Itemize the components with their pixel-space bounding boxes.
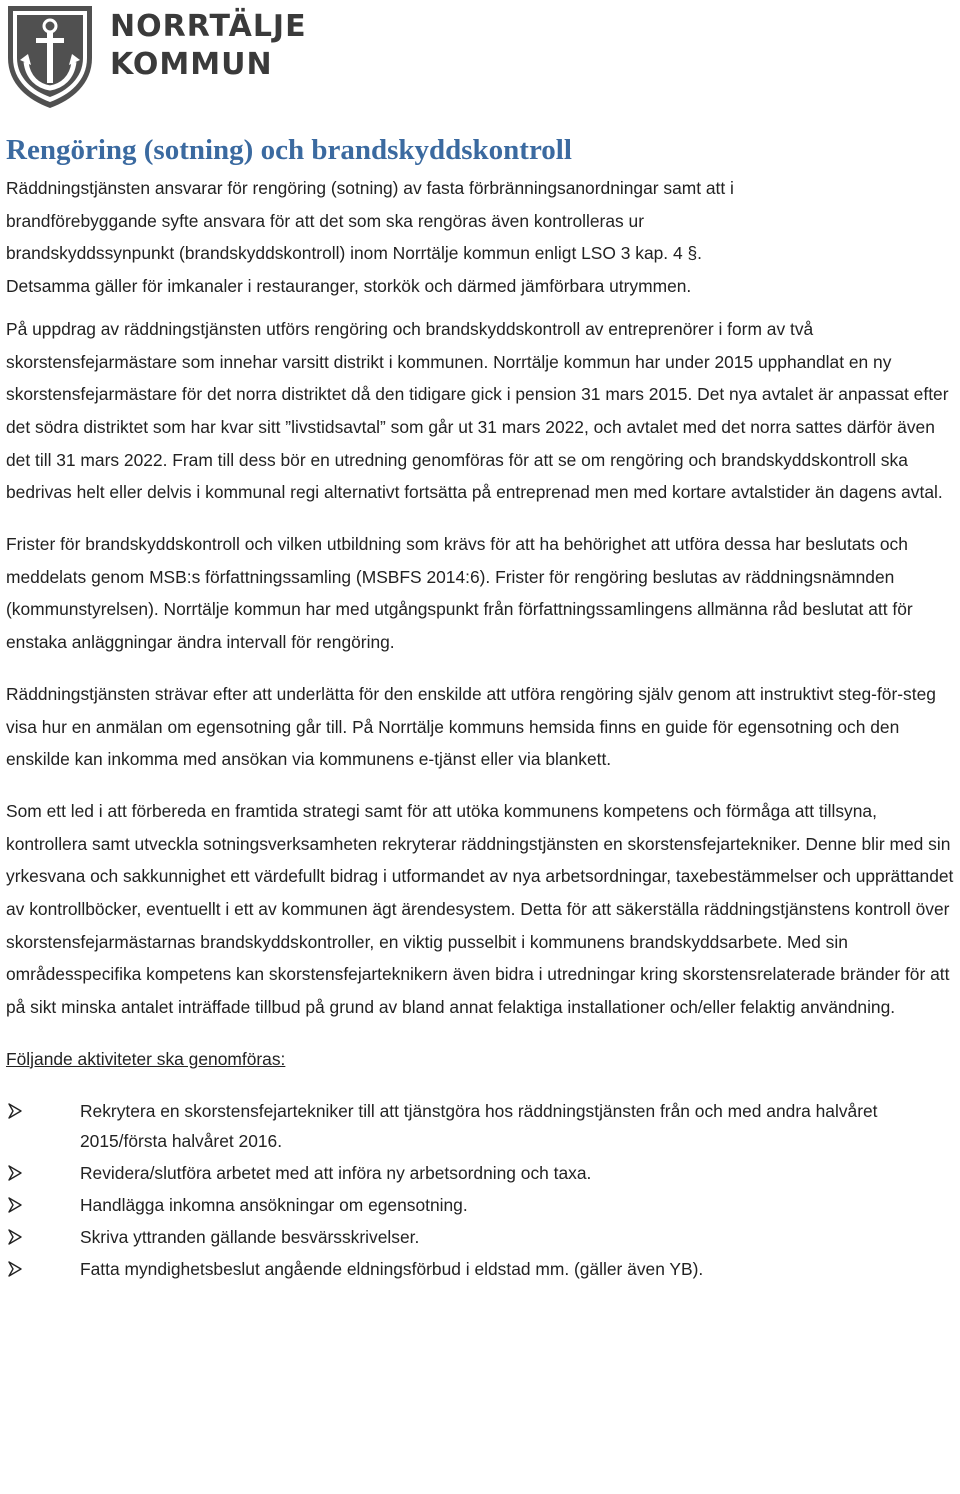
document-body <box>6 172 956 1286</box>
arrowhead-bullet-icon <box>8 1165 22 1181</box>
list-item <box>6 1190 956 1220</box>
municipality-logo <box>4 2 307 110</box>
intro-line: Räddningstjänsten ansvarar för rengöring (sotning) av fasta förbränningsanordningar samt att i <box>6 178 734 198</box>
list-item-text: Skriva yttranden gällande besvärsskrivelser. <box>80 1226 420 1247</box>
paragraph-intervals: Frister för brandskyddskontroll och vilken utbildning som krävs för att ha behörighet att utföra dessa har beslutats och meddelats genom MSB:s författningssamling (MSBFS 2014:6). Frister för rengöring beslutas av räddningsnämnden (kommunstyrelsen). Norrtälje kommun har med utgångspunkt från författningssamlingens allmänna råd beslutat att för enstaka anläggningar ändra intervall för rengöring. <box>6 534 913 653</box>
arrowhead-bullet-icon <box>8 1261 22 1277</box>
list-item-text: Fatta myndighetsbeslut angående eldningsförbud i eldstad mm. (gäller även YB). <box>80 1258 704 1279</box>
list-item-text: Handlägga inkomna ansökningar om egensotning. <box>80 1194 468 1215</box>
intro-paragraph <box>6 172 956 303</box>
list-item <box>6 1096 956 1156</box>
paragraph-self-cleaning: Räddningstjänsten strävar efter att underlätta för den enskilde att utföra rengöring själv genom att instruktivt steg-för-steg visa hur en anmälan om egensotning går till. På Norrtälje kommuns hemsida finns en guide för egensotning och den enskilde kan inkomma med ansökan via kommunens e-tjänst eller via blankett. <box>6 683 936 770</box>
activities-list <box>6 1096 956 1284</box>
logo-text-line1: NORRTÄLJE <box>110 9 307 44</box>
arrowhead-bullet-icon <box>8 1103 22 1119</box>
list-item-text: Rekrytera en skorstensfejartekniker till att tjänstgöra hos räddningstjänsten från och med andra halvåret 2015/första halvåret 2016. <box>80 1100 878 1151</box>
arrowhead-bullet-icon <box>8 1197 22 1213</box>
arrowhead-bullet-icon <box>8 1229 22 1245</box>
list-item <box>6 1158 956 1188</box>
paragraph-technician: Som ett led i att förbereda en framtida strategi samt för att utöka kommunens kompetens och förmåga att tillsyna, kontrollera samt utveckla sotningsverksamheten rekryterar räddningstjänsten en skorstensfejartekniker. Denne blir med sin yrkesvana och sakkunnighet ett värdefullt bidrag i utformandet av nya arbetsordningar, taxebestämmelser och upprättandet av kontrollböcker, eventuellt i ett av kommunen ägt ärendesystem. Detta för att säkerställa räddningstjänstens kontroll över skorstensfejarmästarnas brandskyddskontroller, en viktig pusselbit i kommunens brandskyddsarbete. Med sin områdesspecifika kompetens kan skorstensfejarteknikern även bidra i utredningar kring skorstensrelaterade bränder för att på sikt minska antalet inträffade tillbud på grund av bland annat felaktiga installationer och/eller felaktig användning. <box>6 800 954 1018</box>
intro-line: brandförebyggande syfte ansvara för att det som ska rengöras även kontrolleras ur <box>6 210 645 231</box>
list-item-text: Revidera/slutföra arbetet med att införa ny arbetsordning och taxa. <box>80 1162 592 1183</box>
logo-text-line2: KOMMUN <box>110 47 273 82</box>
list-item <box>6 1254 956 1284</box>
list-item <box>6 1222 956 1252</box>
anchor-shield-icon <box>4 2 96 110</box>
paragraph-contractors: På uppdrag av räddningstjänsten utförs rengöring och brandskyddskontroll av entreprenörer i form av två skorstensfejarmästare som innehar varsitt distrikt i kommunen. Norrtälje kommun har under 2015 upphandlat en ny skorstensfejarmästare för det norra distriktet då den tidigare gick i pension 31 mars 2015. Det nya avtalet är anpassat efter det södra distriktet som har kvar sitt ”livstidsavtal” som går ut 31 mars 2022, och avtalet med det norra sattes därför även det till 31 mars 2022. Fram till dess bör en utredning genomföras för att se om rengöring och brandskyddskontroll ska bedrivas helt eller delvis i kommunal regi alternativt fortsätta på entreprenad men med kortare avtalstider än dagens avtal. <box>6 318 949 503</box>
activities-heading: Följande aktiviteter ska genomföras: <box>6 1048 286 1069</box>
intro-line: brandskyddssynpunkt (brandskyddskontroll) inom Norrtälje kommun enligt LSO 3 kap. 4 §. <box>6 243 702 264</box>
intro-line: Detsamma gäller för imkanaler i restauranger, storkök och därmed jämförbara utrymmen. <box>6 276 692 297</box>
page-title: Rengöring (sotning) och brandskyddskontroll <box>6 134 572 166</box>
